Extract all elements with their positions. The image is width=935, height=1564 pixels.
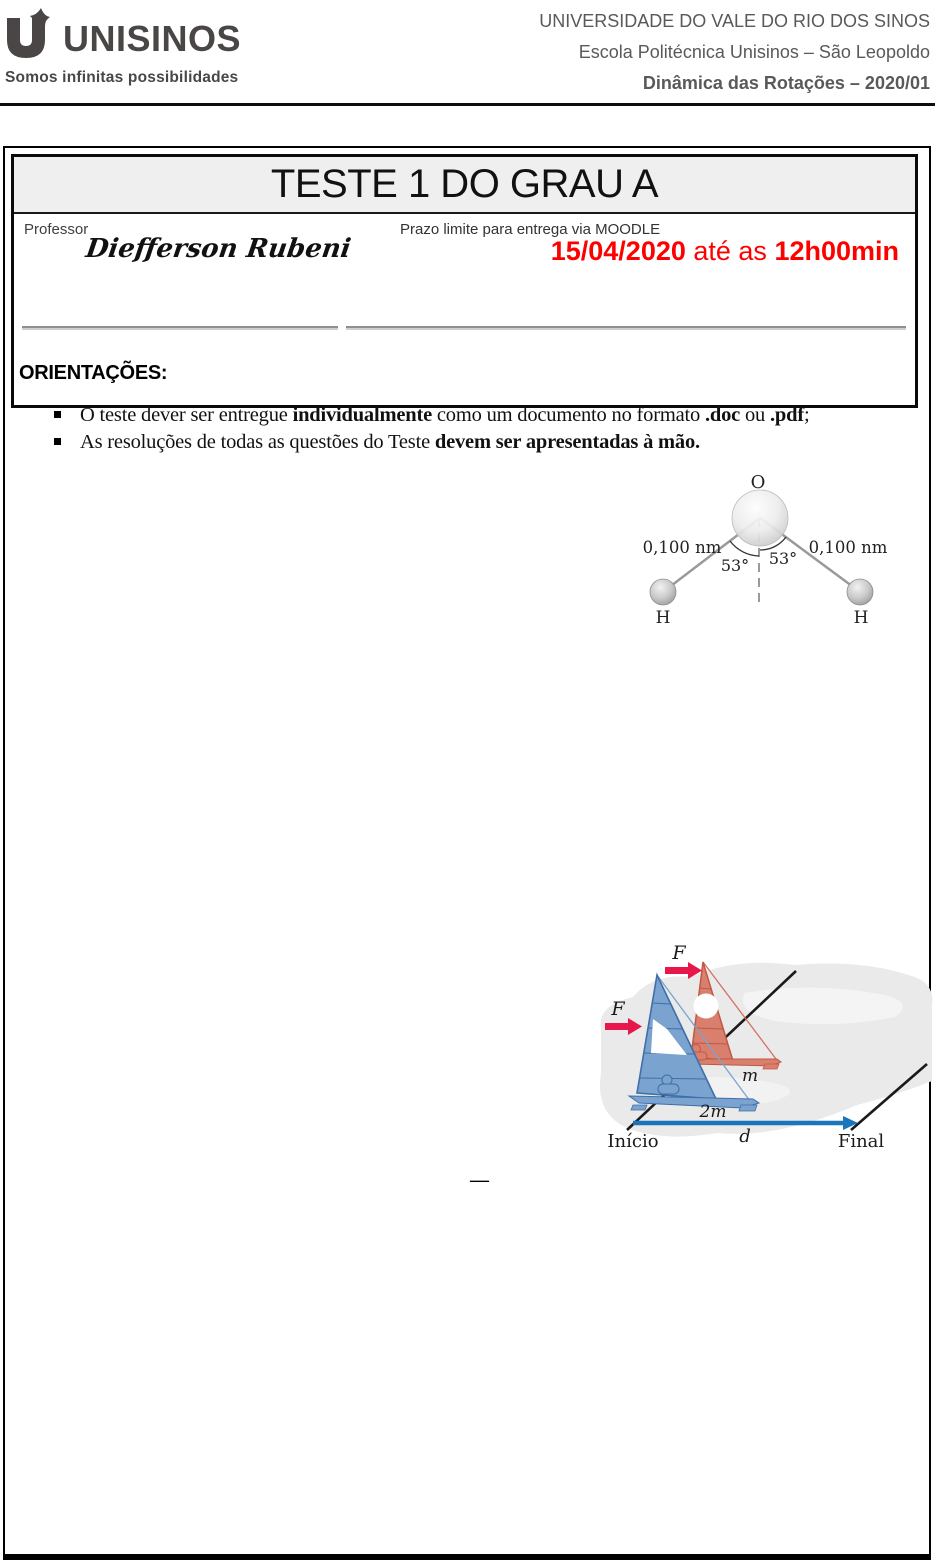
test-header-box xyxy=(11,154,918,453)
red-mass-label: m xyxy=(741,1066,759,1086)
logo-wordmark: UNISINOS xyxy=(63,18,242,59)
iceboats-figure xyxy=(595,933,935,1158)
deadline-value xyxy=(551,236,899,267)
square-bullet-icon xyxy=(54,438,61,445)
distance-label: d xyxy=(739,1126,751,1147)
item-text: ; xyxy=(803,404,810,426)
professor-signature: Diefferson Rubeni xyxy=(83,234,353,264)
deadline-connector: até as xyxy=(685,236,775,266)
start-label: Início xyxy=(607,1131,659,1152)
orientation-item xyxy=(80,429,880,455)
deadline-label: Prazo limite para entrega via MOODLE xyxy=(400,221,661,238)
oxygen-atom xyxy=(732,490,788,546)
item-text: como um documento no formato xyxy=(431,404,705,426)
end-label: Final xyxy=(837,1131,885,1152)
hydrogen-left-label: H xyxy=(655,608,671,628)
hydrogen-atom-left xyxy=(650,579,676,605)
item-text-bold: devem ser apresentadas à mão. xyxy=(434,431,700,453)
red-sail-window xyxy=(694,994,719,1019)
bond-right-length-label: 0,100 nm xyxy=(808,538,888,557)
institution-school: Escola Politécnica Unisinos – São Leopoldo xyxy=(578,42,930,62)
signature-underline xyxy=(22,326,338,328)
header-divider xyxy=(0,103,935,106)
hydrogen-right-label: H xyxy=(853,608,869,628)
test-box-body xyxy=(14,214,915,453)
deadline-date: 15/04/2020 xyxy=(550,236,686,266)
water-molecule-figure xyxy=(640,463,930,635)
item-text: ou xyxy=(740,404,770,426)
blue-mass-label: 2m xyxy=(699,1102,727,1122)
square-bullet-icon xyxy=(54,411,61,418)
test-title: TESTE 1 DO GRAU A xyxy=(270,162,659,206)
angle-right-label: 53° xyxy=(768,549,798,568)
unisinos-u-icon xyxy=(5,4,51,60)
item-text-bold: .pdf xyxy=(770,404,804,426)
deadline-underline xyxy=(346,326,906,328)
angle-left-label: 53° xyxy=(720,556,750,575)
force-left-label: F xyxy=(611,998,625,1020)
force-top-label: F xyxy=(672,942,686,964)
item-text-bold: individualmente xyxy=(292,404,432,426)
orientations-heading: ORIENTAÇÕES: xyxy=(19,362,168,384)
deadline-time: 12h00min xyxy=(774,236,899,266)
institution-name: UNIVERSIDADE DO VALE DO RIO DOS SINOS xyxy=(539,11,930,31)
professor-label: Professor xyxy=(24,221,89,238)
oxygen-label: O xyxy=(750,472,766,493)
orientation-item xyxy=(80,402,880,428)
hydrogen-atom-right xyxy=(847,579,873,605)
stray-dash-mark: — xyxy=(470,1170,489,1191)
unisinos-logo xyxy=(5,4,241,87)
item-text-bold: .doc xyxy=(704,404,741,426)
item-text: O teste dever ser entregue xyxy=(80,404,293,426)
course-name: Dinâmica das Rotações – 2020/01 xyxy=(642,73,930,93)
bond-left-length-label: 0,100 nm xyxy=(642,538,722,557)
institution-header xyxy=(539,6,930,99)
orientations-list xyxy=(80,402,880,456)
item-text: As resoluções de todas as questões do Teste xyxy=(80,431,435,453)
logo-tagline: Somos infinitas possibilidades xyxy=(5,69,239,86)
title-band xyxy=(14,157,915,214)
